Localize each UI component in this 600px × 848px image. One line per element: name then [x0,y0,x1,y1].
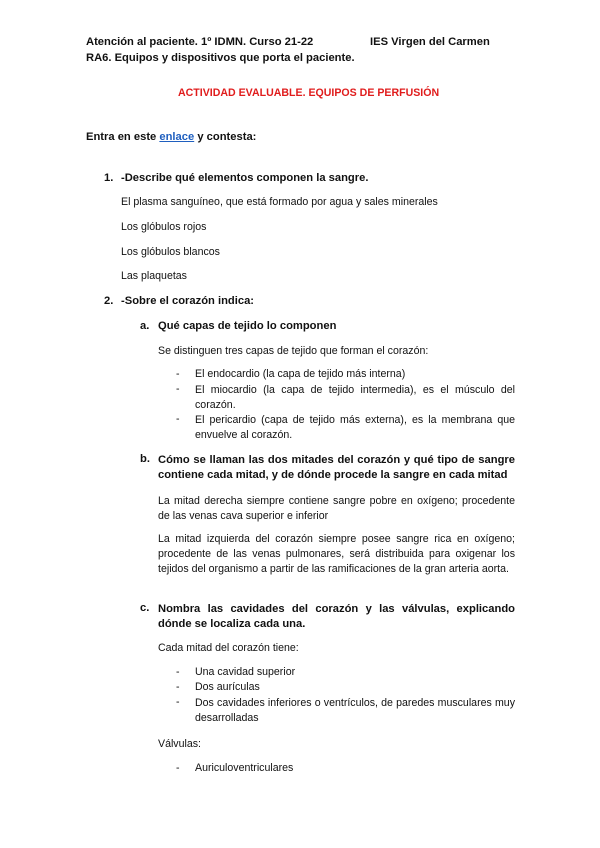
q1-number: 1. [104,172,114,184]
q2a-text: Qué capas de tejido lo componen [158,320,337,332]
bullet-dash: - [176,666,180,678]
q2a-item: El endocardio (la capa de tejido más interna) [195,368,406,380]
q2a-item: El pericardio (capa de tejido más externa), es la membrana que envuelve al corazón. [195,414,515,441]
q2a-letter: a. [140,320,150,332]
q2b-text: Cómo se llaman las dos mitades del corazón y qué tipo de sangre contiene cada mitad, y de dónde procede la sangre en cada mitad [158,454,515,481]
bullet-dash: - [176,413,180,425]
header-course: Atención al paciente. 1º IDMN. Curso 21-22 [86,36,314,48]
q2c-item: Dos cavidades inferiores o ventrículos, de paredes musculares muy desarrolladas [195,697,515,724]
q2c-letter: c. [140,602,150,614]
q1-answer: El plasma sanguíneo, que está formado por agua y sales minerales [121,196,438,208]
q2c-text: Nombra las cavidades del corazón y las válvulas, explicando dónde se localiza cada una. [158,603,515,630]
bullet-dash: - [176,696,180,708]
q2-number: 2. [104,295,114,307]
q2b-letter: b. [140,453,150,465]
intro-after: y contesta: [194,131,257,143]
q2b-paragraph: La mitad derecha siempre contiene sangre pobre en oxígeno; procedente de las venas cava superior e inferior [158,495,515,522]
q2c-item: Una cavidad superior [195,666,296,678]
enlace-link[interactable]: enlace [159,131,195,143]
bullet-dash: - [176,368,180,380]
q2a-item: El miocardio (la capa de tejido intermedia), es el músculo del corazón. [195,384,515,411]
q2b-paragraph: La mitad izquierda del corazón siempre posee sangre rica en oxígeno; procedente de las venas pulmonares, será distribuida para oxigenar los tejidos del organismo a partir de las ramificaciones de la gran arteria aorta. [158,533,515,575]
intro-line [86,131,256,143]
q2a-intro: Se distinguen tres capas de tejido que forman el corazón: [158,345,429,357]
bullet-dash: - [176,383,180,395]
document-title: ACTIVIDAD EVALUABLE. EQUIPOS DE PERFUSIÓN [178,87,440,99]
q2-text: -Sobre el corazón indica: [121,295,255,307]
bullet-dash: - [176,681,180,693]
intro-before: Entra en este [86,131,160,143]
q2c-intro: Cada mitad del corazón tiene: [158,642,299,654]
q1-answer: Las plaquetas [121,270,187,282]
q1-text: -Describe qué elementos componen la sangre. [121,172,369,184]
valves-label: Válvulas: [158,738,201,750]
q1-answer: Los glóbulos rojos [121,221,207,233]
q1-answer: Los glóbulos blancos [121,246,220,258]
bullet-dash: - [176,762,180,774]
q2c-item: Dos aurículas [195,681,260,693]
valve-item: Auriculoventriculares [195,762,294,774]
header-unit: RA6. Equipos y dispositivos que porta el paciente. [86,52,355,64]
header-school: IES Virgen del Carmen [370,36,490,48]
